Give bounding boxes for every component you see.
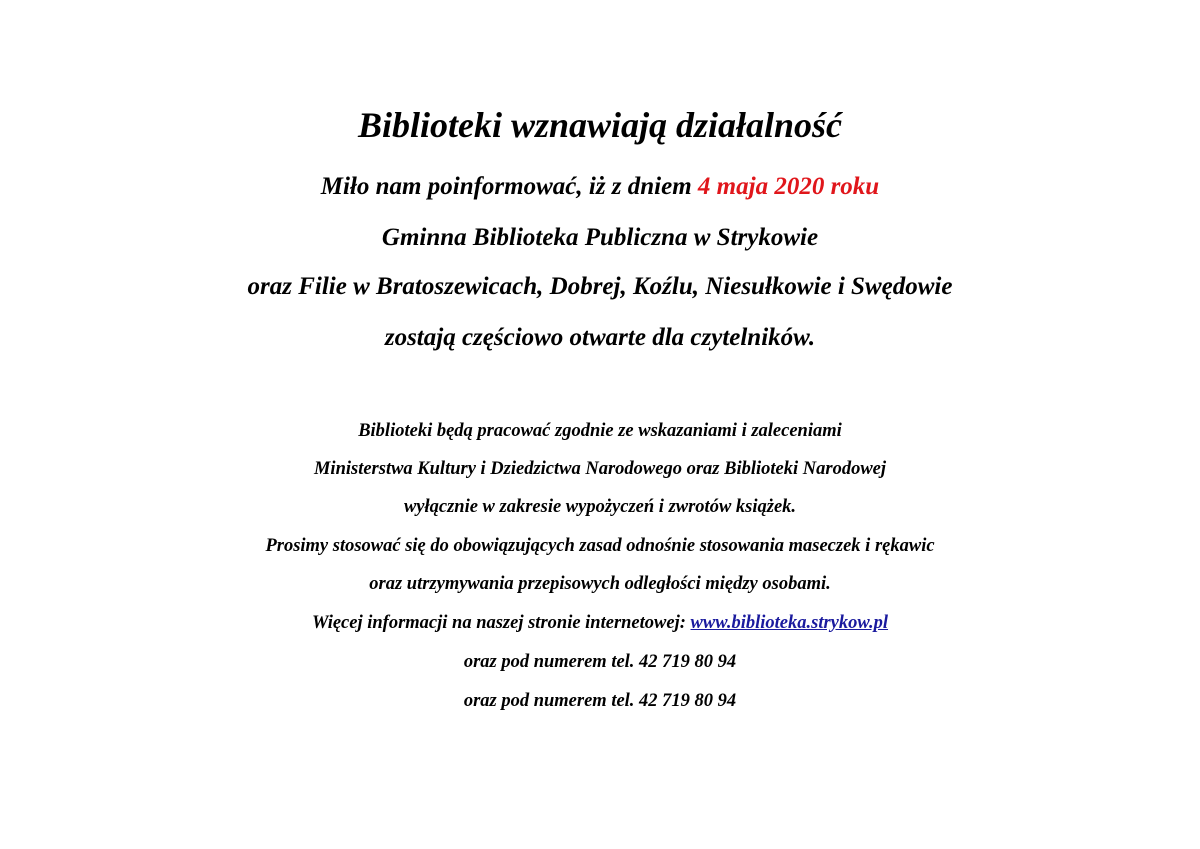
- phone-line-2: oraz pod numerem tel. 42 719 80 94: [463, 691, 737, 711]
- website-intro: Więcej informacji na naszej stronie internetowej:: [311, 613, 691, 633]
- phone-line-1: oraz pod numerem tel. 42 719 80 94: [463, 652, 737, 672]
- page-title: Biblioteki wznawiają działalność: [357, 105, 843, 145]
- details-line-6: [0, 611, 1200, 635]
- details-line-4: Prosimy stosować się do obowiązujących zasad odnośnie stosowania maseczek i rękawic: [265, 536, 935, 556]
- details-line-3: wyłącznie w zakresie wypożyczeń i zwrotów książek.: [403, 497, 797, 517]
- details-line-5: oraz utrzymywania przepisowych odległości między osobami.: [369, 574, 831, 594]
- announcement-line-3: oraz Filie w Bratoszewicach, Dobrej, Koźlu, Niesułkowie i Swędowie: [247, 273, 953, 300]
- reopening-date: 4 maja 2020 roku: [697, 173, 880, 200]
- announcement-line-1: [0, 171, 1200, 203]
- details-line-2: Ministerstwa Kultury i Dziedzictwa Narodowego oraz Biblioteki Narodowej: [313, 459, 887, 479]
- announcement-intro: Miło nam poinformować, iż z dniem: [320, 173, 698, 200]
- announcement-line-2: Gminna Biblioteka Publiczna w Strykowie: [381, 224, 819, 251]
- details-line-1: Biblioteki będą pracować zgodnie ze wskazaniami i zaleceniami: [358, 421, 842, 441]
- announcement-line-4: zostają częściowo otwarte dla czytelników.: [384, 324, 816, 351]
- website-link[interactable]: www.biblioteka.strykow.pl: [690, 613, 889, 633]
